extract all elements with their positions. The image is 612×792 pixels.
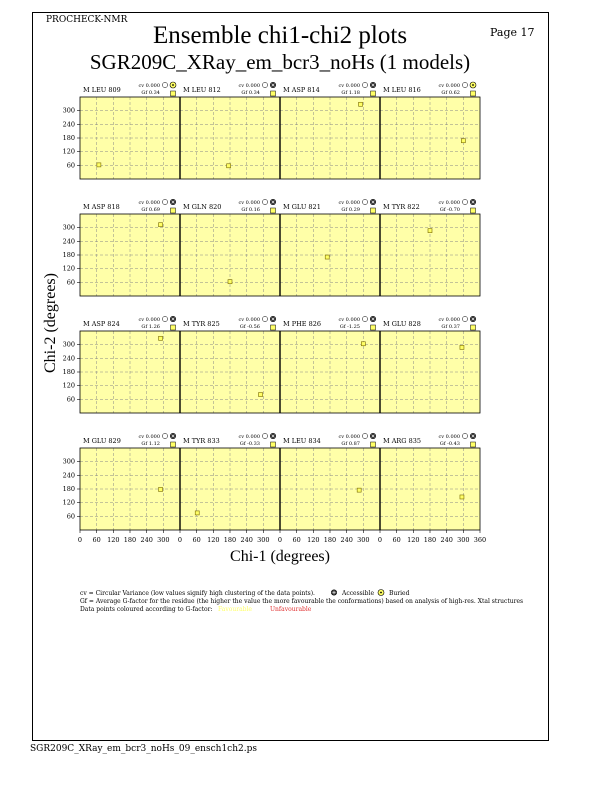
panel-m-phe-826 — [280, 316, 380, 413]
panel-gf-value: Gf -0.43 — [439, 441, 460, 447]
panel-gf-value: Gf 0.62 — [441, 90, 460, 96]
panel-residue-label: M LEU 809 — [83, 86, 121, 94]
cv-circle-icon — [162, 82, 167, 87]
cv-circle-icon — [362, 199, 367, 204]
gf-colour-square — [371, 208, 376, 213]
panel-residue-label: M TYR 822 — [383, 203, 420, 211]
cv-circle-icon — [262, 82, 267, 87]
panel-gf-value: Gf 1.12 — [141, 441, 160, 447]
cv-circle-icon — [162, 316, 167, 321]
x-tick-label: 120 — [407, 536, 420, 544]
cv-circle-icon — [362, 316, 367, 321]
y-tick-label: 180 — [62, 134, 75, 142]
x-tick-label: 180 — [223, 536, 237, 544]
x-tick-label: 0 — [277, 536, 283, 544]
panel-gf-value: Gf 0.34 — [141, 90, 160, 96]
x-tick-label: 300 — [157, 536, 170, 544]
panel-cv-value: cv 0.000 — [338, 83, 360, 89]
y-tick-label: 120 — [62, 264, 75, 273]
x-tick-label: 60 — [92, 536, 101, 544]
data-point — [460, 495, 464, 499]
y-tick-label: 60 — [66, 278, 75, 287]
panel-cv-value: cv 0.000 — [138, 317, 160, 323]
data-point — [361, 342, 365, 346]
gf-colour-square — [271, 325, 276, 330]
y-tick-label: 180 — [62, 485, 75, 493]
panel-cv-value: cv 0.000 — [438, 83, 460, 89]
panel-cv-value: cv 0.000 — [338, 200, 360, 206]
accessible-icon-star — [471, 317, 476, 322]
legend-gf-text: Gf = Average G-factor for the residue (the higher the value the more favourable the conformations) based on analysis of high-res. Xtal structures — [80, 598, 524, 605]
accessible-icon-star — [271, 317, 276, 322]
y-tick-label: 180 — [62, 368, 75, 376]
gf-colour-square — [471, 325, 476, 330]
panel-gf-value: Gf -0.56 — [239, 324, 260, 330]
x-tick-label: 60 — [192, 536, 201, 544]
legend-buried-icon-dot — [380, 592, 382, 594]
panel-gf-value: Gf 1.18 — [341, 90, 360, 96]
data-point — [461, 139, 465, 143]
footer-filename: SGR209C_XRay_em_bcr3_noHs_09_ensch1ch2.ps — [30, 744, 257, 754]
cv-circle-icon — [262, 433, 267, 438]
panel-residue-label: M GLU 828 — [383, 320, 421, 328]
accessible-icon-star — [371, 434, 376, 439]
x-tick-label: 300 — [257, 536, 270, 544]
panel-residue-label: M TYR 825 — [183, 320, 220, 328]
x-tick-label: 240 — [440, 536, 453, 544]
y-tick-label: 120 — [62, 147, 75, 156]
data-point — [159, 223, 163, 227]
panel-cv-value: cv 0.000 — [238, 200, 260, 206]
accessible-icon-star — [371, 83, 376, 88]
panel-m-leu-812 — [180, 82, 280, 179]
x-axis-label: Chi-1 (degrees) — [230, 548, 330, 565]
program-label: PROCHECK-NMR — [46, 15, 128, 25]
panel-m-asp-814 — [280, 82, 380, 179]
data-point — [259, 393, 263, 397]
y-axis-label: Chi-2 (degrees) — [42, 273, 59, 373]
gf-colour-square — [171, 91, 176, 96]
gf-colour-square — [471, 208, 476, 213]
data-point — [325, 255, 329, 259]
gf-colour-square — [471, 91, 476, 96]
panel-m-gln-820 — [180, 199, 280, 296]
y-tick-label: 300 — [62, 223, 75, 232]
panel-gf-value: Gf -1.25 — [339, 324, 360, 330]
panel-m-leu-834 — [280, 433, 380, 530]
cv-circle-icon — [462, 433, 467, 438]
accessible-icon-star — [171, 200, 176, 205]
buried-icon-dot — [472, 84, 474, 86]
panel-cv-value: cv 0.000 — [238, 434, 260, 440]
gf-colour-square — [471, 442, 476, 447]
panel-m-glu-829 — [80, 433, 180, 530]
cv-circle-icon — [362, 433, 367, 438]
cv-circle-icon — [362, 82, 367, 87]
x-tick-label: 360 — [473, 536, 487, 544]
panel-m-asp-824 — [80, 316, 180, 413]
panel-gf-value: Gf -0.33 — [239, 441, 260, 447]
panel-gf-value: Gf 0.16 — [241, 207, 260, 213]
y-tick-label: 120 — [62, 498, 75, 507]
panel-residue-label: M ARG 835 — [383, 437, 421, 445]
panel-cv-value: cv 0.000 — [238, 83, 260, 89]
accessible-icon-star — [271, 200, 276, 205]
y-tick-label: 240 — [62, 471, 75, 480]
x-tick-label: 60 — [292, 536, 301, 544]
data-point — [159, 487, 163, 491]
x-tick-label: 300 — [357, 536, 370, 544]
panel-gf-value: Gf 0.69 — [141, 207, 160, 213]
cv-circle-icon — [162, 199, 167, 204]
data-point — [359, 102, 363, 106]
x-tick-label: 180 — [423, 536, 437, 544]
page-number: Page 17 — [490, 26, 535, 39]
y-tick-label: 300 — [62, 106, 75, 115]
accessible-icon-star — [371, 200, 376, 205]
gf-colour-square — [271, 442, 276, 447]
gf-colour-square — [371, 91, 376, 96]
legend-buried-label: Buried — [389, 590, 410, 597]
panel-cv-value: cv 0.000 — [138, 434, 160, 440]
accessible-icon-star — [171, 434, 176, 439]
panel-cv-value: cv 0.000 — [338, 317, 360, 323]
panel-residue-label: M ASP 824 — [83, 320, 120, 328]
panel-gf-value: Gf 0.29 — [341, 207, 360, 213]
panel-m-asp-818 — [80, 199, 180, 296]
cv-circle-icon — [462, 316, 467, 321]
data-point — [159, 336, 163, 340]
buried-icon-dot — [172, 84, 174, 86]
y-tick-label: 60 — [66, 512, 75, 521]
cv-circle-icon — [462, 199, 467, 204]
data-point — [228, 280, 232, 284]
x-tick-label: 240 — [240, 536, 253, 544]
gf-colour-square — [171, 325, 176, 330]
panel-m-glu-821 — [280, 199, 380, 296]
panel-cv-value: cv 0.000 — [238, 317, 260, 323]
data-point — [428, 229, 432, 233]
x-tick-label: 120 — [207, 536, 220, 544]
gf-colour-square — [271, 91, 276, 96]
y-tick-label: 240 — [62, 237, 75, 246]
accessible-icon-star — [271, 434, 276, 439]
x-tick-label: 240 — [340, 536, 353, 544]
panel-cv-value: cv 0.000 — [138, 200, 160, 206]
panel-cv-value: cv 0.000 — [338, 434, 360, 440]
accessible-icon-star — [471, 200, 476, 205]
gf-colour-square — [371, 325, 376, 330]
panel-m-tyr-833 — [180, 433, 280, 530]
chart-subtitle: SGR209C_XRay_em_bcr3_noHs (1 models) — [89, 50, 471, 74]
x-tick-label: 120 — [307, 536, 320, 544]
cv-circle-icon — [262, 199, 267, 204]
panel-residue-label: M LEU 812 — [183, 86, 221, 94]
legend-cv-text: cv = Circular Variance (low values signify high clustering of the data points). — [80, 590, 315, 597]
gf-colour-square — [271, 208, 276, 213]
panel-gf-value: Gf 0.87 — [341, 441, 360, 447]
data-point — [460, 345, 464, 349]
x-tick-label: 0 — [177, 536, 183, 544]
x-tick-label: 180 — [323, 536, 337, 544]
panel-residue-label: M LEU 816 — [383, 86, 421, 94]
accessible-icon-star — [171, 317, 176, 322]
panel-m-leu-816 — [380, 82, 480, 179]
data-point — [357, 488, 361, 492]
cv-circle-icon — [162, 433, 167, 438]
cv-circle-icon — [262, 316, 267, 321]
panel-gf-value: Gf -0.70 — [439, 207, 460, 213]
panel-gf-value: Gf 1.26 — [141, 324, 160, 330]
y-tick-label: 240 — [62, 120, 75, 129]
y-tick-label: 60 — [66, 395, 75, 404]
data-point — [97, 163, 101, 167]
y-tick-label: 60 — [66, 161, 75, 170]
x-tick-label: 240 — [140, 536, 153, 544]
y-tick-label: 120 — [62, 381, 75, 390]
data-point — [195, 511, 199, 515]
panel-residue-label: M PHE 826 — [283, 320, 321, 328]
y-tick-label: 300 — [62, 457, 75, 466]
x-tick-label: 120 — [107, 536, 120, 544]
y-tick-label: 300 — [62, 340, 75, 349]
panel-residue-label: M GLU 821 — [283, 203, 321, 211]
x-tick-label: 300 — [457, 536, 470, 544]
panel-residue-label: M ASP 818 — [83, 203, 120, 211]
panel-cv-value: cv 0.000 — [438, 200, 460, 206]
x-tick-label: 0 — [377, 536, 383, 544]
accessible-icon-star — [471, 434, 476, 439]
panel-m-arg-835 — [380, 433, 480, 530]
gf-colour-square — [171, 442, 176, 447]
panel-residue-label: M TYR 833 — [183, 437, 220, 445]
panel-gf-value: Gf 0.34 — [241, 90, 260, 96]
panel-gf-value: Gf 0.37 — [441, 324, 460, 330]
legend-accessible-icon-star — [332, 590, 337, 595]
y-tick-label: 240 — [62, 354, 75, 363]
data-point — [227, 164, 231, 168]
panel-m-tyr-825 — [180, 316, 280, 413]
x-tick-label: 0 — [77, 536, 83, 544]
gf-colour-square — [371, 442, 376, 447]
accessible-icon-star — [371, 317, 376, 322]
panel-cv-value: cv 0.000 — [138, 83, 160, 89]
legend-favourable-label: Favourable — [218, 606, 252, 613]
x-tick-label: 180 — [123, 536, 137, 544]
legend-accessible-label: Accessible — [342, 590, 374, 597]
panel-m-leu-809 — [80, 82, 180, 179]
panel-residue-label: M GLN 820 — [183, 203, 222, 211]
legend-colour-text: Data points coloured according to G-factor: — [80, 606, 213, 613]
y-tick-label: 180 — [62, 251, 75, 259]
gf-colour-square — [171, 208, 176, 213]
panel-residue-label: M ASP 814 — [283, 86, 320, 94]
panel-residue-label: M GLU 829 — [83, 437, 121, 445]
panel-m-glu-828 — [380, 316, 480, 413]
cv-circle-icon — [462, 82, 467, 87]
panel-m-tyr-822 — [380, 199, 480, 296]
legend-unfavourable-label: Unfavourable — [270, 606, 312, 613]
panel-cv-value: cv 0.000 — [438, 317, 460, 323]
accessible-icon-star — [271, 83, 276, 88]
panel-residue-label: M LEU 834 — [283, 437, 321, 445]
x-tick-label: 60 — [392, 536, 401, 544]
panel-cv-value: cv 0.000 — [438, 434, 460, 440]
chart-title: Ensemble chi1-chi2 plots — [152, 22, 408, 49]
